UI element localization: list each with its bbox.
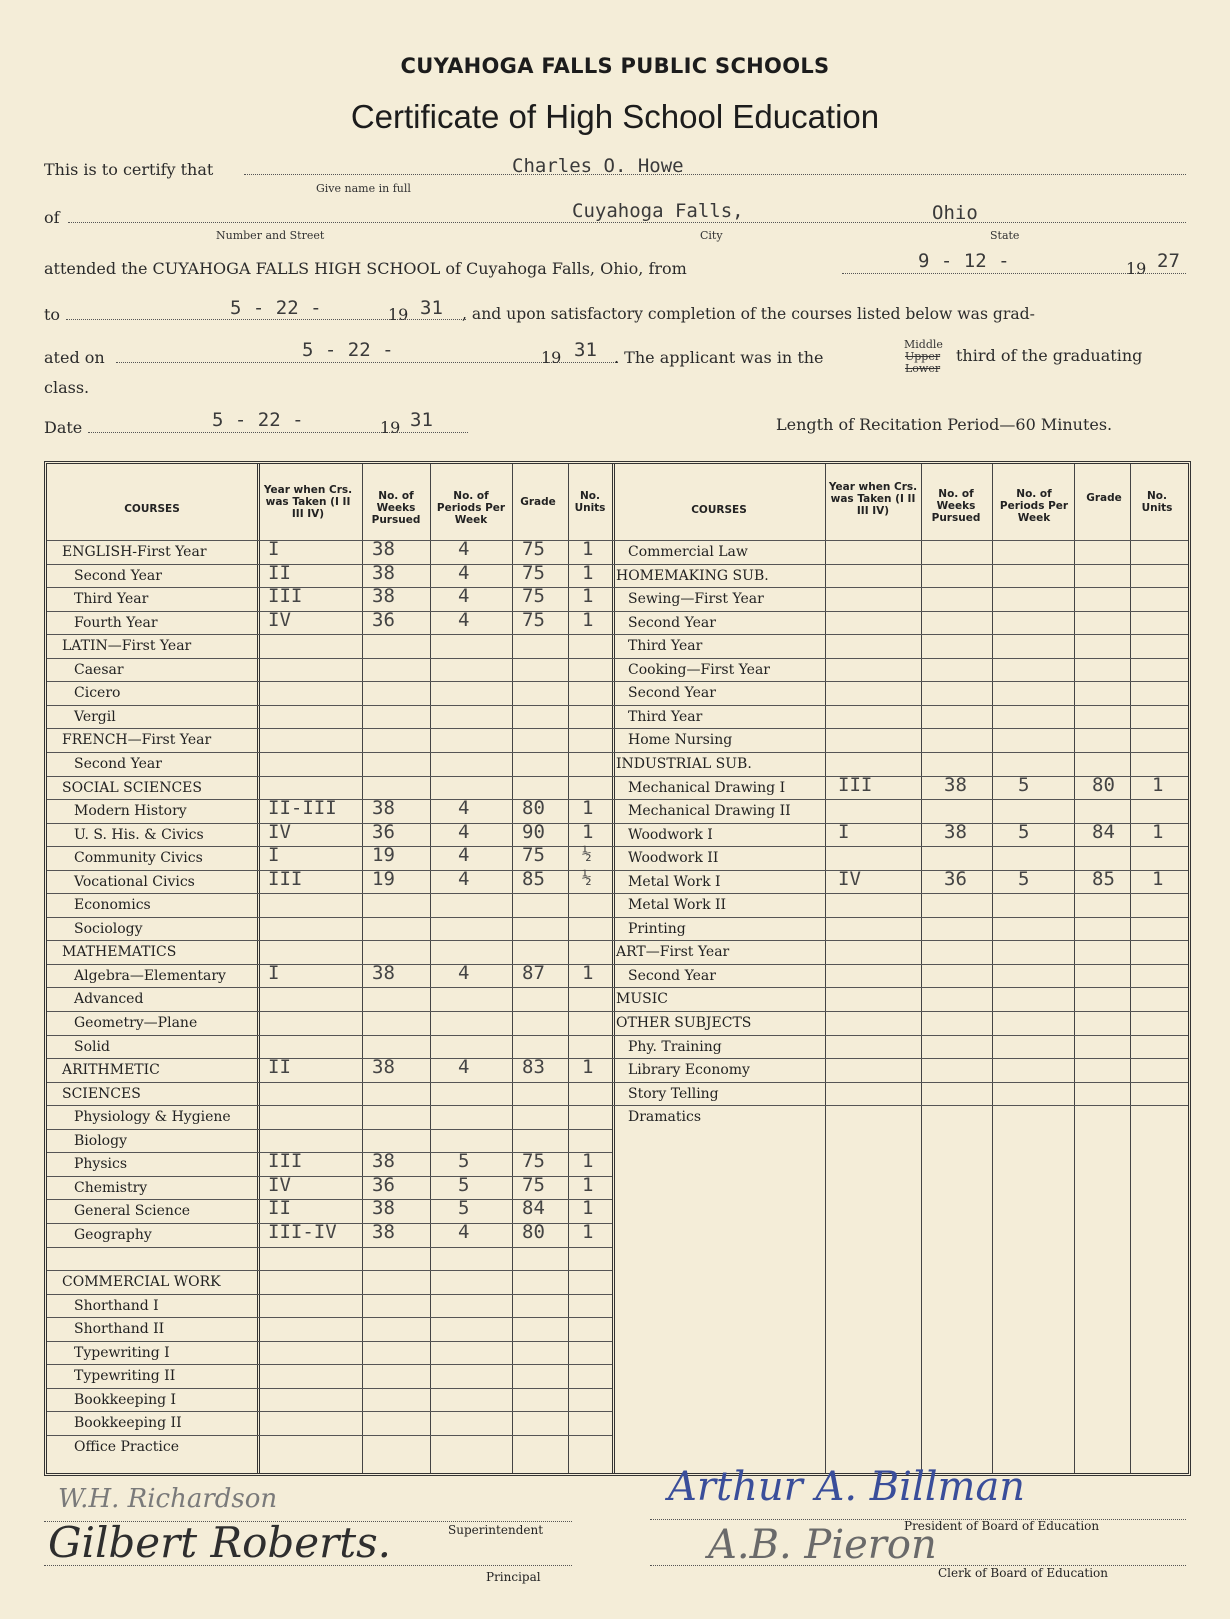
right-course-cell: Metal Work II — [628, 897, 727, 914]
left-year-cell: III — [268, 1150, 303, 1173]
right-periods-cell: 5 — [1018, 867, 1030, 890]
left-course-cell: Community Civics — [74, 850, 203, 867]
left-periods-cell: 4 — [458, 844, 470, 867]
applicant-text: . The applicant was in the — [614, 348, 824, 367]
row-divider — [47, 1082, 612, 1083]
row-divider — [612, 705, 1188, 706]
president-label: President of Board of Education — [904, 1519, 1100, 1533]
left-course-cell: Typewriting I — [74, 1344, 170, 1361]
row-divider — [47, 893, 612, 894]
row-divider — [612, 799, 1188, 800]
row-divider — [47, 1411, 612, 1412]
right-weeks-cell: 36 — [944, 867, 967, 890]
right-course-cell: Metal Work I — [628, 873, 721, 890]
of-label: of — [44, 208, 60, 227]
right-year-cell: I — [838, 820, 850, 843]
city-value: Cuyahoga Falls, — [572, 200, 744, 222]
header-courses-left: COURSES — [124, 503, 180, 515]
left-periods-cell: 4 — [458, 820, 470, 843]
row-divider — [47, 1435, 612, 1436]
name-caption: Give name in full — [316, 182, 411, 195]
third-upper: Upper — [905, 350, 941, 363]
right-year-cell: IV — [838, 867, 861, 890]
to-date: 5 - 22 - — [230, 297, 322, 319]
row-divider — [612, 893, 1188, 894]
header-divider — [47, 540, 1188, 541]
left-grade-cell: 84 — [522, 1197, 545, 1220]
left-course-cell: Modern History — [74, 803, 187, 820]
left-grade-cell: 75 — [522, 561, 545, 584]
left-grade-cell: 75 — [522, 608, 545, 631]
left-weeks-cell: 38 — [372, 1150, 395, 1173]
state-value: Ohio — [932, 202, 978, 224]
class-text: class. — [44, 378, 90, 397]
left-year-cell: IV — [268, 820, 291, 843]
completion-text: , and upon satisfactory completion of the courses listed below was grad- — [462, 305, 1035, 323]
right-course-cell: Printing — [628, 920, 686, 937]
right-course-cell: Woodwork II — [628, 850, 719, 867]
header-units-left: No. Units — [574, 490, 606, 514]
grad-date: 5 - 22 - — [302, 339, 394, 361]
left-year-cell: IV — [268, 1173, 291, 1196]
right-course-cell: Third Year — [628, 708, 703, 725]
column-divider — [512, 464, 513, 1473]
left-weeks-cell: 19 — [372, 867, 395, 890]
third-middle: Middle — [904, 338, 943, 351]
row-divider — [47, 940, 612, 941]
row-divider — [612, 940, 1188, 941]
certify-label: This is to certify that — [44, 160, 214, 179]
right-weeks-cell: 38 — [944, 820, 967, 843]
left-periods-cell: 4 — [458, 1056, 470, 1079]
column-divider — [825, 464, 826, 1473]
header-weeks-left: No. of Weeks Pursued — [371, 490, 421, 526]
left-year-cell: I — [268, 844, 280, 867]
left-units-cell: 1 — [582, 538, 594, 560]
row-divider — [47, 1270, 612, 1271]
student-name: Charles O. Howe — [512, 155, 684, 177]
left-units-cell: 1 — [582, 820, 594, 843]
left-course-cell: Third Year — [74, 591, 149, 608]
from-year-prefix: 19 — [1126, 259, 1147, 278]
grad-year: 31 — [574, 339, 597, 361]
date-line — [88, 432, 468, 433]
left-course-cell: Advanced — [74, 991, 144, 1008]
column-divider — [362, 464, 363, 1473]
left-grade-cell: 85 — [522, 867, 545, 890]
row-divider — [612, 752, 1188, 753]
principal-label: Principal — [486, 1570, 541, 1584]
left-course-cell: Geography — [74, 1226, 152, 1243]
superintendent-signature: W.H. Richardson — [58, 1484, 278, 1514]
left-year-cell: IV — [268, 608, 291, 631]
right-periods-cell: 5 — [1018, 773, 1030, 796]
left-units-cell: 1 — [582, 1197, 594, 1220]
right-course-cell: Second Year — [628, 614, 716, 631]
right-weeks-cell: 38 — [944, 773, 967, 796]
left-weeks-cell: 36 — [372, 608, 395, 631]
left-course-cell: Typewriting II — [74, 1368, 176, 1385]
left-periods-cell: 4 — [458, 538, 470, 560]
row-divider — [47, 658, 612, 659]
right-course-cell: Library Economy — [628, 1062, 750, 1079]
left-grade-cell: 75 — [522, 1173, 545, 1196]
left-course-cell: U. S. His. & Civics — [74, 826, 204, 843]
left-units-cell: 1 — [582, 585, 594, 608]
third-text: third of the graduating — [956, 346, 1143, 365]
left-units-cell: ½ — [582, 867, 592, 887]
principal-signature: Gilbert Roberts. — [48, 1518, 391, 1567]
third-lower: Lower — [905, 362, 941, 375]
from-year: 27 — [1157, 250, 1180, 272]
right-units-cell: 1 — [1152, 773, 1164, 796]
to-label: to — [44, 305, 61, 324]
left-units-cell: 1 — [582, 1173, 594, 1196]
left-course-cell: LATIN—First Year — [62, 638, 192, 655]
left-grade-cell: 80 — [522, 1220, 545, 1243]
left-units-cell: 1 — [582, 608, 594, 631]
left-course-cell: Geometry—Plane — [74, 1015, 198, 1031]
left-course-cell: Vocational Civics — [74, 873, 195, 890]
header-grade-right: Grade — [1086, 492, 1122, 504]
left-course-cell: ARITHMETIC — [62, 1062, 160, 1079]
left-course-cell: Bookkeeping II — [74, 1415, 182, 1432]
left-periods-cell: 5 — [458, 1150, 470, 1173]
president-signature: Arthur A. Billman — [668, 1464, 1026, 1510]
column-divider — [921, 464, 922, 1473]
clerk-label: Clerk of Board of Education — [938, 1566, 1108, 1580]
left-weeks-cell: 38 — [372, 1197, 395, 1220]
right-grade-cell: 85 — [1092, 867, 1115, 890]
column-divider — [992, 464, 993, 1473]
right-course-cell: INDUSTRIAL SUB. — [616, 755, 752, 772]
left-course-cell: Office Practice — [74, 1438, 180, 1455]
date-label: Date — [44, 418, 83, 437]
header-year-right: Year when Crs. was Taken (I II III IV) — [828, 481, 918, 517]
left-weeks-cell: 38 — [372, 1056, 395, 1079]
date-value: 5 - 22 - — [212, 409, 304, 431]
left-course-cell: Second Year — [74, 567, 162, 584]
left-course-cell: COMMERCIAL WORK — [62, 1274, 221, 1291]
left-course-cell: Second Year — [74, 755, 162, 772]
row-divider — [612, 681, 1188, 682]
row-divider — [47, 776, 612, 777]
right-grade-cell: 84 — [1092, 820, 1115, 843]
header-periods-right: No. of Periods Per Week — [999, 488, 1069, 524]
attended-text: attended the CUYAHOGA FALLS HIGH SCHOOL of Cuyahoga Falls, Ohio, from — [44, 259, 687, 278]
left-year-cell: I — [268, 961, 280, 984]
row-divider — [47, 1364, 612, 1365]
left-course-cell: General Science — [74, 1203, 191, 1220]
left-year-cell: III-IV — [268, 1220, 337, 1243]
right-course-cell: Story Telling — [628, 1085, 719, 1102]
left-course-cell: ENGLISH-First Year — [62, 544, 207, 560]
left-year-cell: I — [268, 538, 280, 560]
right-course-cell: MUSIC — [616, 991, 668, 1008]
left-weeks-cell: 19 — [372, 844, 395, 867]
left-grade-cell: 80 — [522, 797, 545, 820]
left-weeks-cell: 38 — [372, 561, 395, 584]
row-divider — [612, 634, 1188, 635]
left-periods-cell: 4 — [458, 585, 470, 608]
left-periods-cell: 4 — [458, 561, 470, 584]
left-units-cell: 1 — [582, 1150, 594, 1173]
left-year-cell: II-III — [268, 797, 337, 820]
school-name: CUYAHOGA FALLS PUBLIC SCHOOLS — [400, 54, 830, 78]
row-divider — [47, 634, 612, 635]
row-divider — [612, 917, 1188, 918]
row-divider — [47, 1129, 612, 1130]
header-periods-left: No. of Periods Per Week — [436, 490, 506, 526]
left-year-cell: II — [268, 1056, 291, 1079]
row-divider — [612, 1035, 1188, 1036]
date-year-prefix: 19 — [380, 418, 401, 437]
left-grade-cell: 90 — [522, 820, 545, 843]
left-year-cell: II — [268, 561, 291, 584]
left-periods-cell: 4 — [458, 961, 470, 984]
left-course-cell: SOCIAL SCIENCES — [62, 779, 202, 796]
column-divider — [612, 464, 615, 1473]
left-year-cell: II — [268, 1197, 291, 1220]
row-divider — [47, 681, 612, 682]
left-weeks-cell: 38 — [372, 585, 395, 608]
left-weeks-cell: 36 — [372, 1173, 395, 1196]
left-grade-cell: 75 — [522, 585, 545, 608]
to-year-prefix: 19 — [388, 305, 409, 324]
header-units-right: No. Units — [1141, 490, 1173, 514]
ated-label: ated on — [44, 348, 105, 367]
left-grade-cell: 87 — [522, 961, 545, 984]
left-course-cell: Solid — [74, 1038, 110, 1055]
row-divider — [47, 1011, 612, 1012]
left-course-cell: Bookkeeping I — [74, 1391, 177, 1408]
header-courses-right: COURSES — [691, 504, 747, 516]
left-course-cell: Sociology — [74, 920, 143, 937]
header-weeks-right: No. of Weeks Pursued — [931, 488, 981, 524]
left-course-cell: Vergil — [74, 708, 116, 725]
column-divider — [1130, 464, 1131, 1473]
right-units-cell: 1 — [1152, 867, 1164, 890]
left-units-cell: 1 — [582, 1056, 594, 1079]
left-periods-cell: 5 — [458, 1197, 470, 1220]
right-course-cell: Phy. Training — [628, 1038, 722, 1055]
right-year-cell: III — [838, 773, 873, 796]
left-course-cell: Physiology & Hygiene — [74, 1109, 231, 1126]
row-divider — [47, 1247, 612, 1248]
row-divider — [612, 1105, 1188, 1106]
row-divider — [47, 1035, 612, 1036]
right-course-cell: OTHER SUBJECTS — [616, 1015, 752, 1031]
row-divider — [612, 846, 1188, 847]
row-divider — [612, 728, 1188, 729]
left-course-cell: Shorthand I — [74, 1297, 159, 1314]
address-line — [68, 222, 1186, 223]
column-divider — [430, 464, 431, 1473]
row-divider — [47, 1341, 612, 1342]
left-course-cell: Economics — [74, 897, 151, 914]
right-grade-cell: 80 — [1092, 773, 1115, 796]
right-course-cell: Third Year — [628, 638, 703, 655]
left-course-cell: Physics — [74, 1156, 128, 1173]
left-units-cell: 1 — [582, 1220, 594, 1243]
left-year-cell: III — [268, 585, 303, 608]
column-divider — [1074, 464, 1075, 1473]
right-course-cell: Second Year — [628, 967, 716, 984]
column-divider — [568, 464, 569, 1473]
right-course-cell: Mechanical Drawing I — [628, 779, 786, 796]
street-caption: Number and Street — [216, 229, 325, 242]
left-course-cell: Biology — [74, 1132, 127, 1149]
row-divider — [612, 658, 1188, 659]
left-weeks-cell: 38 — [372, 1220, 395, 1243]
left-weeks-cell: 38 — [372, 538, 395, 560]
header-year-left: Year when Crs. was Taken (I II III IV) — [263, 484, 353, 520]
left-course-cell: Shorthand II — [74, 1321, 165, 1338]
left-grade-cell: 75 — [522, 844, 545, 867]
left-units-cell: 1 — [582, 797, 594, 820]
row-divider — [47, 1317, 612, 1318]
certificate-title: Certificate of High School Education — [350, 98, 880, 135]
recitation-text: Length of Recitation Period—60 Minutes. — [776, 415, 1113, 434]
right-course-cell: Mechanical Drawing II — [628, 803, 791, 820]
row-divider — [47, 728, 612, 729]
column-divider — [257, 464, 260, 1473]
left-course-cell: Algebra—Elementary — [74, 967, 226, 984]
grad-year-prefix: 19 — [541, 348, 562, 367]
row-divider — [612, 987, 1188, 988]
row-divider — [612, 587, 1188, 588]
left-weeks-cell: 38 — [372, 961, 395, 984]
row-divider — [612, 1011, 1188, 1012]
date-year: 31 — [410, 409, 433, 431]
left-course-cell: FRENCH—First Year — [62, 732, 212, 749]
row-divider — [47, 917, 612, 918]
row-divider — [612, 611, 1188, 612]
row-divider — [612, 564, 1188, 565]
left-grade-cell: 75 — [522, 538, 545, 560]
right-course-cell: Home Nursing — [628, 732, 733, 749]
city-caption: City — [700, 229, 723, 242]
left-course-cell: Fourth Year — [74, 614, 158, 631]
left-weeks-cell: 36 — [372, 820, 395, 843]
to-year: 31 — [420, 297, 443, 319]
from-date: 9 - 12 - — [918, 250, 1010, 272]
row-divider — [47, 1294, 612, 1295]
left-periods-cell: 5 — [458, 1173, 470, 1196]
left-year-cell: III — [268, 867, 303, 890]
left-grade-cell: 83 — [522, 1056, 545, 1079]
right-periods-cell: 5 — [1018, 820, 1030, 843]
left-periods-cell: 4 — [458, 1220, 470, 1243]
right-course-cell: Woodwork I — [628, 826, 713, 843]
row-divider — [47, 1105, 612, 1106]
left-course-cell: SCIENCES — [62, 1085, 141, 1102]
left-course-cell: MATHEMATICS — [62, 944, 177, 961]
clerk-signature: A.B. Pieron — [708, 1522, 937, 1568]
row-divider — [47, 987, 612, 988]
right-units-cell: 1 — [1152, 820, 1164, 843]
row-divider — [47, 752, 612, 753]
left-grade-cell: 75 — [522, 1150, 545, 1173]
left-course-cell: Chemistry — [74, 1179, 148, 1196]
name-line — [244, 174, 1186, 175]
state-caption: State — [990, 229, 1020, 242]
left-weeks-cell: 38 — [372, 797, 395, 820]
row-divider — [612, 964, 1188, 965]
left-course-cell: Caesar — [74, 661, 124, 678]
left-periods-cell: 4 — [458, 867, 470, 890]
row-divider — [612, 1058, 1188, 1059]
left-units-cell: ½ — [582, 844, 592, 864]
right-course-cell: Cooking—First Year — [628, 661, 771, 678]
row-divider — [47, 705, 612, 706]
right-course-cell: HOMEMAKING SUB. — [616, 567, 769, 584]
header-grade-left: Grade — [520, 496, 556, 508]
right-course-cell: Second Year — [628, 685, 716, 702]
left-periods-cell: 4 — [458, 608, 470, 631]
right-course-cell: Sewing—First Year — [628, 591, 764, 608]
row-divider — [612, 1082, 1188, 1083]
left-units-cell: 1 — [582, 561, 594, 584]
right-course-cell: ART—First Year — [616, 944, 730, 961]
row-divider — [47, 1388, 612, 1389]
left-units-cell: 1 — [582, 961, 594, 984]
left-course-cell: Cicero — [74, 685, 121, 702]
left-periods-cell: 4 — [458, 797, 470, 820]
right-course-cell: Commercial Law — [628, 544, 748, 560]
superintendent-label: Superintendent — [448, 1523, 544, 1537]
right-course-cell: Dramatics — [628, 1109, 702, 1126]
